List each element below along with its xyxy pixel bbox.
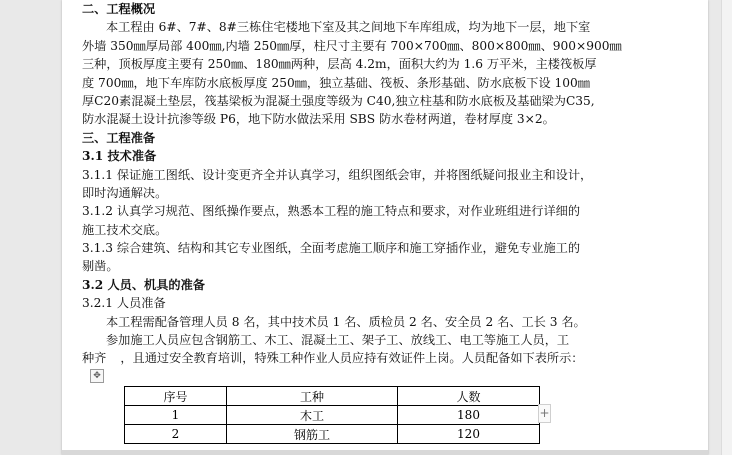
- list-item-continuation: 剔凿。: [82, 259, 119, 274]
- list-item: [82, 202, 687, 220]
- section-heading: 二、工程概况: [82, 2, 156, 16]
- paragraph-line: 防水混凝土设计抗渗等级 P6，地下防水做法采用 SBS 防水卷材两道，卷材厚度 3×2。: [82, 112, 555, 127]
- paragraph-line: 本工程由 6#、7#、8#三栋住宅楼地下室及其之间地下车库组成，均为地下一层，地下室: [106, 20, 591, 35]
- add-column-icon[interactable]: +: [538, 404, 551, 423]
- paragraph-line: 外墙 350㎜厚局部 400㎜,内墙 250㎜厚，柱尺寸主要有 700×700㎜、800×800㎜、900×900㎜: [82, 38, 622, 53]
- paragraph-line: 三种，顶板厚度主要有 250㎜、180㎜两种，层高 4.2m，面积大约为 1.6 万平米，主楼筏板厚: [82, 57, 597, 72]
- table-cell[interactable]: 木工: [227, 406, 398, 425]
- move-handle-icon[interactable]: ✥: [90, 369, 104, 383]
- staff-table: [124, 386, 540, 444]
- paragraph-line: [82, 349, 687, 367]
- table-cell[interactable]: 180: [398, 406, 540, 425]
- page-bottom-bar: [62, 450, 708, 455]
- table-cell[interactable]: 钢筋工: [227, 425, 398, 444]
- item-text: 保证施工图纸、设计变更齐全并认真学习，组织图纸会审，并将图纸疑问报业主和设计，: [116, 167, 593, 182]
- table-row: [125, 406, 540, 425]
- item-number: 3.1.2: [82, 204, 114, 219]
- table-header-cell[interactable]: 工种: [227, 387, 398, 406]
- list-item-continuation: 即时沟通解决。: [82, 185, 168, 200]
- document-body: [82, 0, 687, 368]
- subsection-heading: 3.2 人员、机具的准备: [82, 277, 205, 292]
- subsection-heading: 3.1 技术准备: [82, 149, 157, 164]
- text-fragment: 种齐: [82, 351, 107, 366]
- item-number: 3.1.3: [82, 241, 114, 256]
- list-item-continuation: 施工技术交底。: [82, 222, 168, 237]
- paragraph-line: 参加施工人员应包含钢筋工、木工、混凝土工、架子工、放线工、电工等施工人员，工: [106, 333, 570, 348]
- item-text: 综合建筑、结构和其它专业图纸，全面考虑施工顺序和施工穿插作业，避免专业施工的: [116, 241, 581, 256]
- table-cell[interactable]: 1: [125, 406, 227, 425]
- section-heading: 三、工程准备: [82, 130, 156, 145]
- vertical-scrollbar[interactable]: [721, 0, 732, 455]
- table-cell[interactable]: 120: [398, 425, 540, 444]
- item-heading: 3.2.1 人员准备: [82, 296, 166, 311]
- table-cell[interactable]: 2: [125, 425, 227, 444]
- table-header-cell[interactable]: 序号: [125, 387, 227, 406]
- list-item: [82, 239, 687, 257]
- paragraph-line: 度 700㎜，地下车库防水底板厚度 250㎜，独立基础、筏板、条形基础、防水底板下设 100㎜: [82, 75, 590, 90]
- table-header-row: [125, 387, 540, 406]
- text-fragment: ，且通过安全教育培训，特殊工种作业人员应持有效证件上岗。人员配备如下表所示：: [120, 351, 584, 366]
- table-header-cell[interactable]: 人数: [398, 387, 540, 406]
- document-page: [62, 0, 708, 455]
- paragraph-line: 厚C20素混凝土垫层，筏基梁板为混凝土强度等级为 C40,独立柱基和防水底板及基础梁为C35,: [82, 93, 595, 108]
- item-number: 3.1.1: [82, 167, 114, 182]
- item-text: 认真学习规范、图纸操作要点，熟悉本工程的施工特点和要求，对作业班组进行详细的: [116, 204, 581, 219]
- table-row: [125, 425, 540, 444]
- paragraph-line: 本工程需配备管理人员 8 名，其中技术员 1 名、质检员 2 名、安全员 2 名、工长 3 名。: [106, 314, 586, 329]
- list-item: [82, 166, 687, 184]
